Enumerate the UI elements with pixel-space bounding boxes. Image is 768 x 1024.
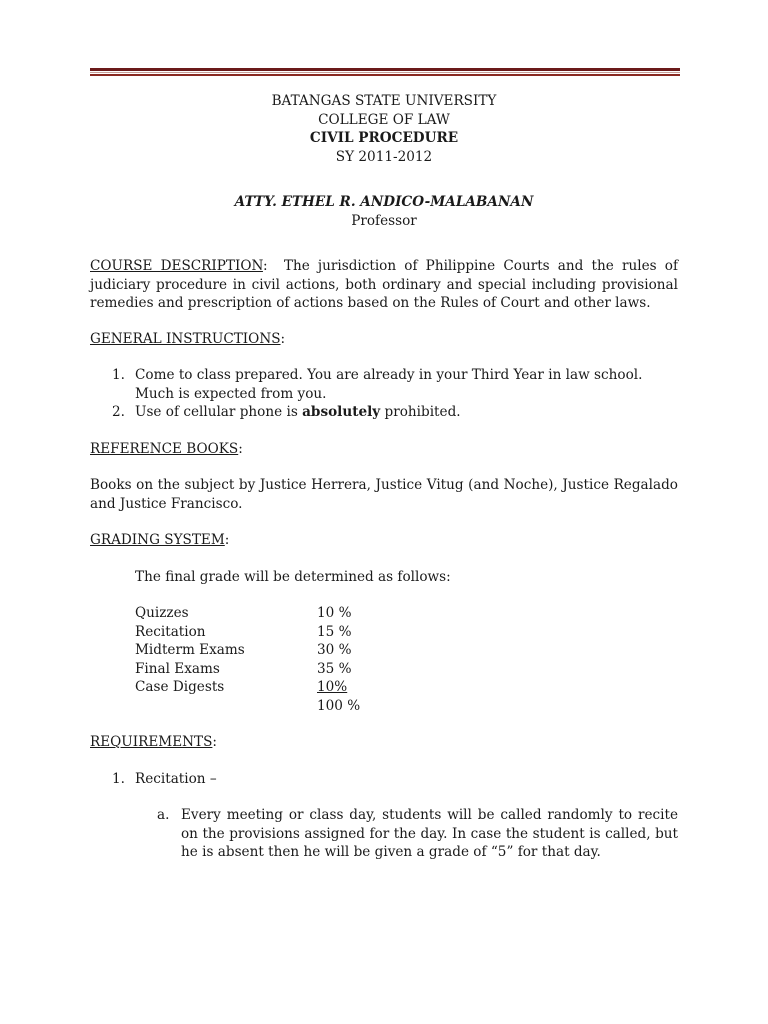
grading-system-heading: GRADING SYSTEM:: [90, 532, 230, 548]
header-rule: [90, 68, 680, 77]
list-item: 2. Use of cellular phone is absolutely prohibited.: [112, 404, 461, 420]
university-name: BATANGAS STATE UNIVERSITY: [271, 93, 497, 109]
college-name: COLLEGE OF LAW: [318, 111, 450, 128]
table-row: Final Exams 35 %: [135, 660, 352, 677]
document-header: [90, 92, 678, 230]
list-item: 1. Come to class prepared. You are already in your Third Year in law school. Much is expected from you.: [112, 367, 643, 402]
reference-books-heading: REFERENCE BOOKS:: [90, 440, 243, 457]
professor-title: Professor: [351, 212, 417, 229]
table-row: Recitation 15 %: [135, 623, 352, 640]
professor-name: ATTY. ETHEL R. ANDICO-MALABANAN: [234, 194, 534, 210]
course-description: COURSE DESCRIPTION: The jurisdiction of Philippine Courts and the rules of judiciary procedure in civil actions, both ordinary and special including provisional remedies and prescription of actions based on the Rules of Court and other laws.: [90, 258, 678, 311]
general-instructions-heading: GENERAL INSTRUCTIONS:: [90, 330, 286, 347]
document-page: [90, 92, 678, 862]
grading-total-row: [90, 697, 678, 716]
course-title: CIVIL PROCEDURE: [309, 130, 459, 146]
grading-table: [90, 604, 678, 715]
list-item: a. Every meeting or class day, students will be called randomly to recite on the provisions assigned for the day. In case the student is called, but he is absent then he will be given a grade of “5” for that day.: [157, 807, 678, 860]
school-year: SY 2011-2012: [335, 148, 433, 165]
reference-books-text: Books on the subject by Justice Herrera, Justice Vitug (and Noche), Justice Regalado and Justice Francisco.: [90, 477, 678, 512]
requirements-heading: REQUIREMENTS:: [90, 734, 217, 750]
course-description-text: The jurisdiction of Philippine Courts and the rules of judiciary procedure in civil actions, both ordinary and special including provisional remedies and prescription of actions based on the Rules of Court and other laws.: [90, 258, 678, 311]
table-row: Case Digests 10%: [135, 679, 348, 695]
table-row: Quizzes 10 %: [135, 605, 352, 621]
course-description-heading: COURSE DESCRIPTION: [90, 258, 263, 274]
grading-intro: The final grade will be determined as follows:: [135, 568, 451, 585]
grading-total: 100 %: [317, 697, 361, 714]
table-row: Midterm Exams 30 %: [135, 642, 352, 658]
list-item: 1. Recitation –: [112, 770, 217, 787]
instructions-list: [90, 366, 678, 422]
